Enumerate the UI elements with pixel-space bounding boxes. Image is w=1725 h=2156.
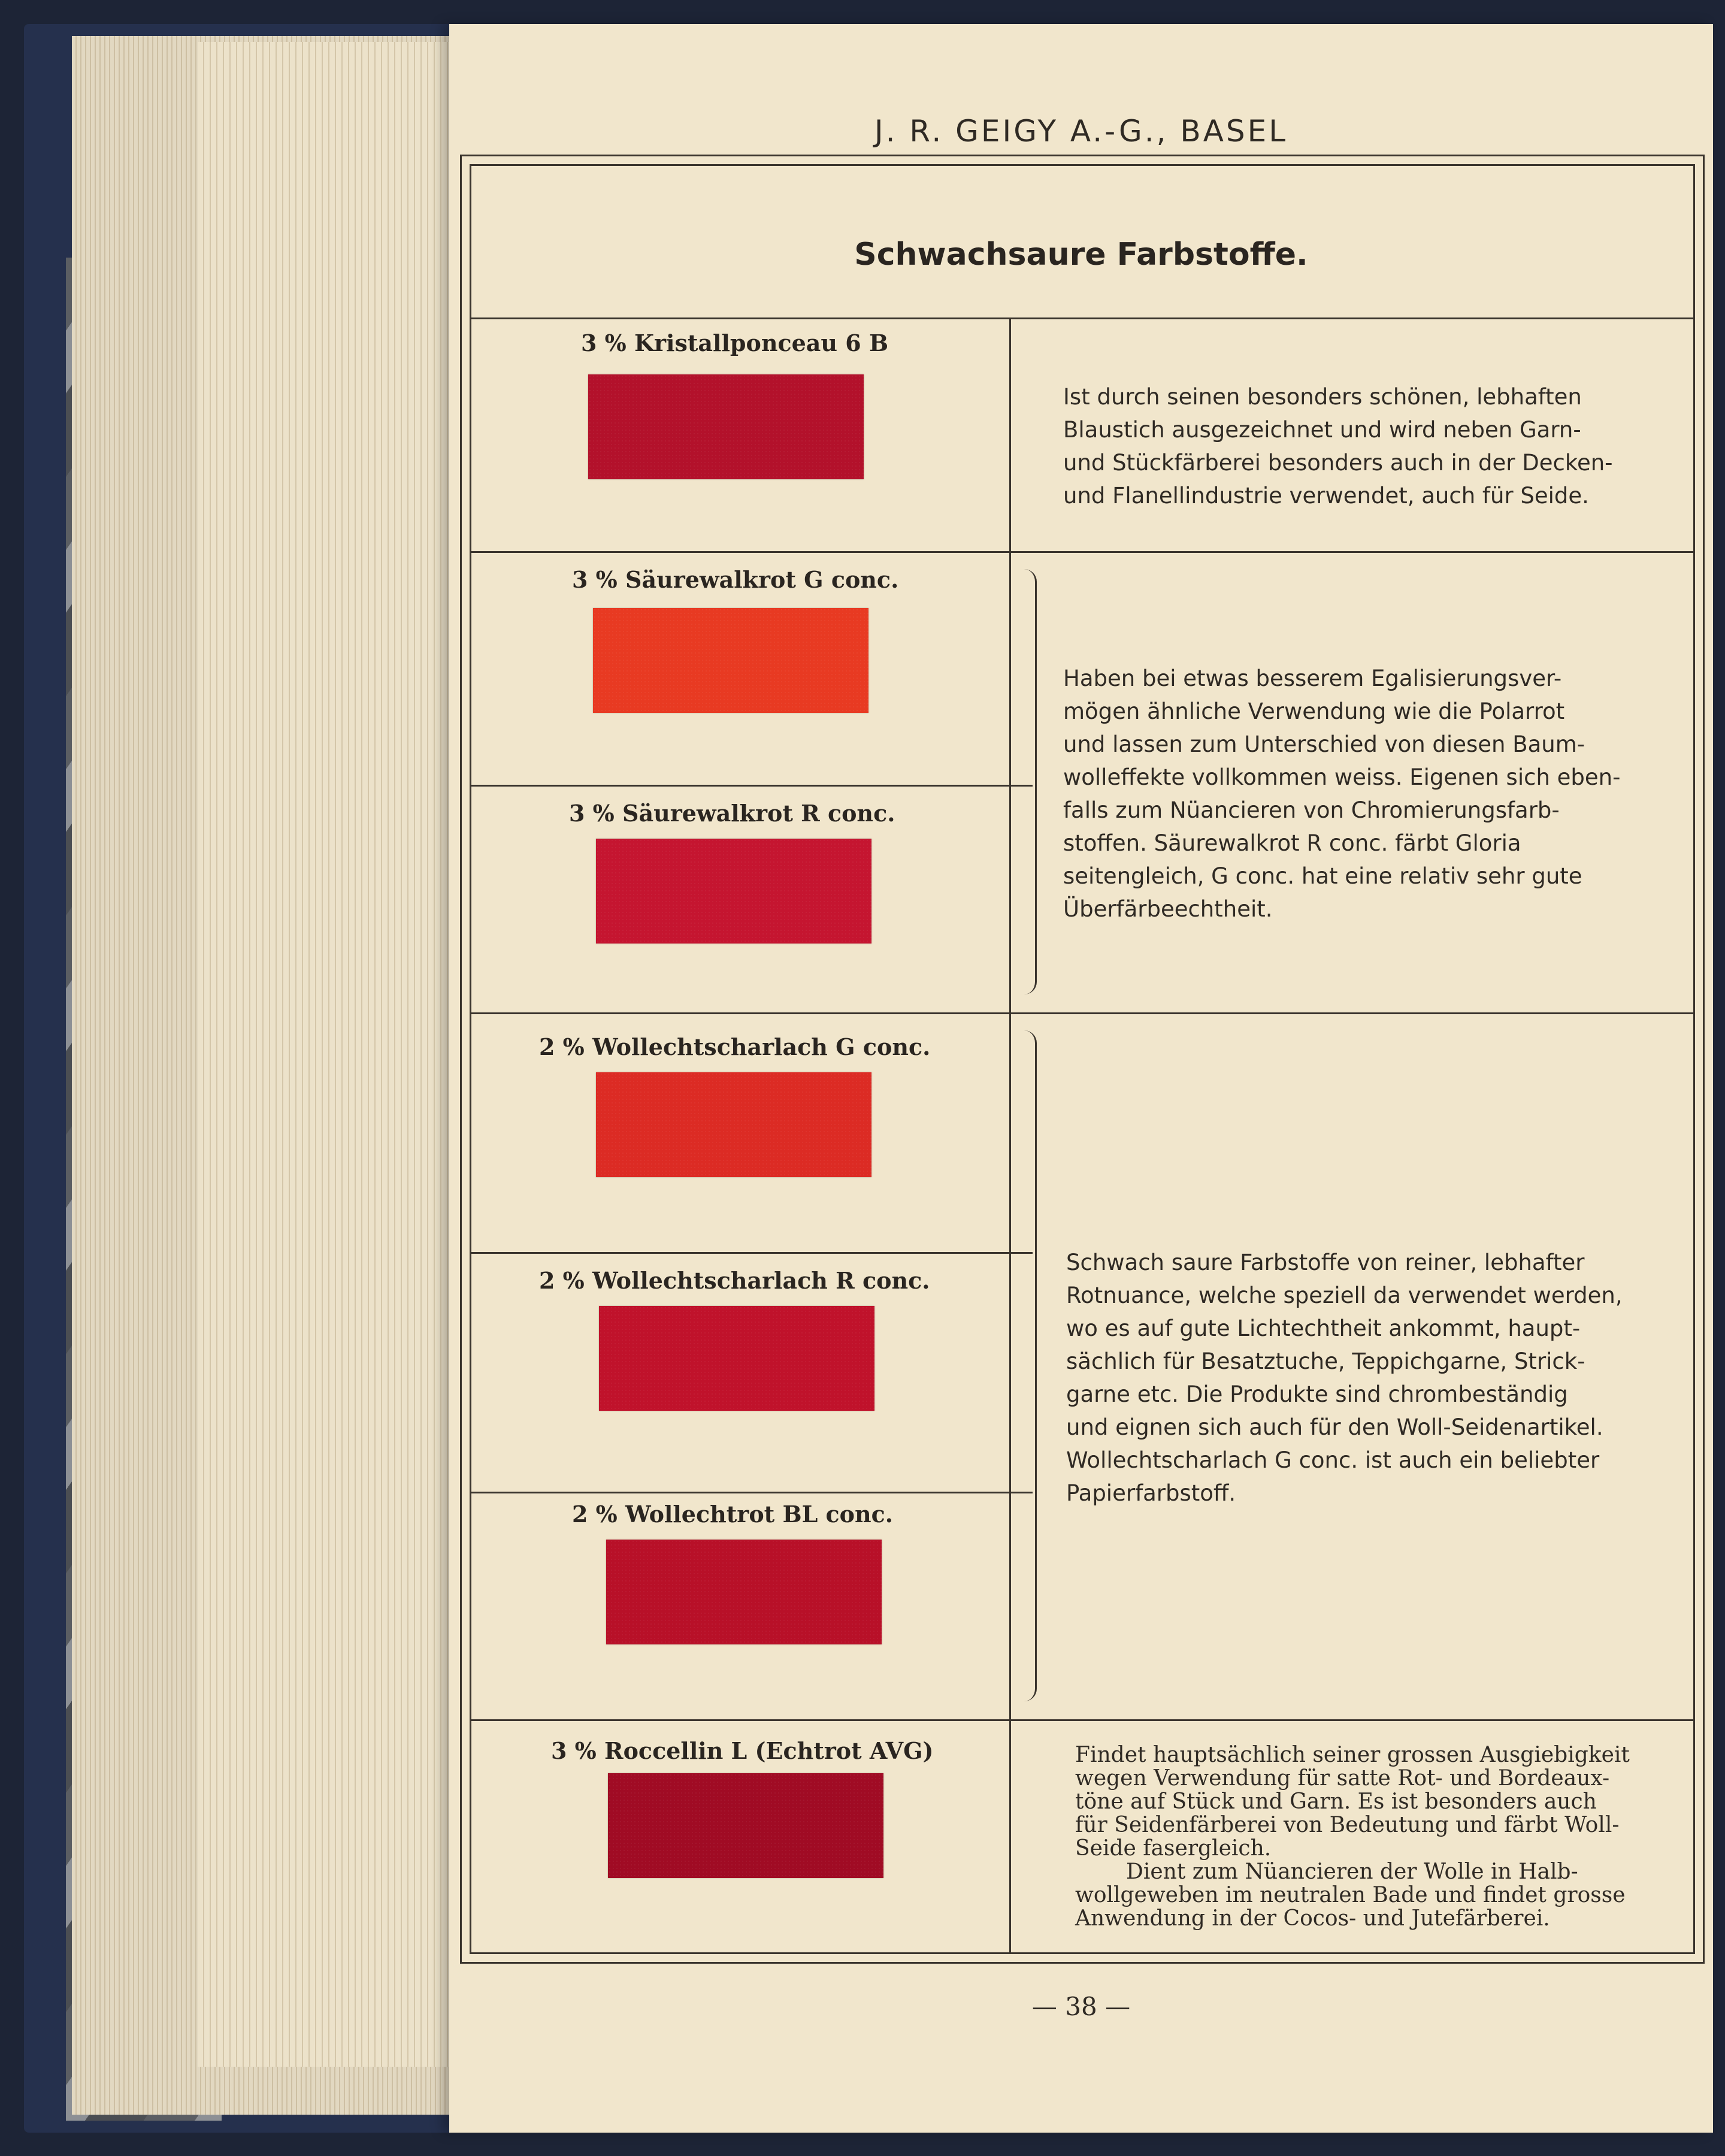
description-line: und Flanellindustrie verwendet, auch für Seide. bbox=[1063, 483, 1589, 509]
sample-label: 2 % Wollechtrot BL conc. bbox=[572, 1501, 893, 1528]
description-line: Wollechtscharlach G conc. ist auch ein beliebter bbox=[1066, 1447, 1600, 1473]
dye-swatch bbox=[606, 1540, 882, 1644]
description-line: wegen Verwendung für satte Rot- und Bordeaux- bbox=[1075, 1766, 1610, 1791]
description-line: und lassen zum Unterschied von diesen Baum- bbox=[1063, 731, 1585, 757]
description-line: wo es auf gute Lichtechtheit ankommt, haupt- bbox=[1066, 1316, 1581, 1341]
dye-swatch bbox=[596, 839, 871, 944]
dye-swatch bbox=[596, 1072, 871, 1177]
page-title: Schwachsaure Farbstoffe. bbox=[854, 237, 1308, 273]
description-line: Anwendung in der Cocos- und Jutefärberei. bbox=[1075, 1906, 1550, 1931]
description-line: sächlich für Besatztuche, Teppichgarne, Strick- bbox=[1066, 1348, 1585, 1374]
sample-label: 3 % Säurewalkrot R conc. bbox=[569, 800, 895, 827]
title-divider bbox=[470, 317, 1695, 319]
dye-swatch bbox=[588, 374, 864, 479]
sample-label: 3 % Kristallponceau 6 B bbox=[581, 329, 889, 356]
description-line: Schwach saure Farbstoffe von reiner, lebhafter bbox=[1066, 1250, 1585, 1275]
sample-label: 2 % Wollechtscharlach R conc. bbox=[539, 1267, 930, 1294]
description-line: stoffen. Säurewalkrot R conc. färbt Gloria bbox=[1063, 830, 1521, 856]
page-number: — 38 — bbox=[1031, 1992, 1131, 2021]
description-line: garne etc. Die Produkte sind chrombeständig bbox=[1066, 1381, 1568, 1407]
sample-label: 3 % Säurewalkrot G conc. bbox=[572, 566, 899, 593]
sample-divider bbox=[470, 1252, 1033, 1254]
description-line: seitengleich, G conc. hat eine relativ sehr gute bbox=[1063, 863, 1582, 889]
description-line: Findet hauptsächlich seiner grossen Ausgiebigkeit bbox=[1075, 1743, 1630, 1767]
description-saeurewalkrot bbox=[1063, 662, 1650, 926]
description-wollecht bbox=[1066, 1246, 1653, 1510]
description-line: Papierfarbstoff. bbox=[1066, 1480, 1236, 1506]
description-line: Blaustich ausgezeichnet und wird neben Garn- bbox=[1063, 417, 1581, 443]
sample-divider bbox=[470, 1492, 1033, 1493]
row-divider bbox=[470, 1012, 1695, 1014]
catalog-page bbox=[449, 24, 1713, 2133]
dye-swatch bbox=[599, 1306, 874, 1411]
description-line: Seide fasergleich. bbox=[1075, 1836, 1272, 1861]
sample-label: 2 % Wollechtscharlach G conc. bbox=[539, 1033, 931, 1060]
description-kristallponceau bbox=[1063, 380, 1650, 512]
sample-label: 3 % Roccellin L (Echtrot AVG) bbox=[551, 1737, 934, 1764]
description-line: Überfärbeechtheit. bbox=[1063, 896, 1273, 922]
description-line: Ist durch seinen besonders schönen, lebhaften bbox=[1063, 384, 1582, 410]
description-line: wollgeweben im neutralen Bade und findet grosse bbox=[1075, 1883, 1626, 1907]
description-line: wolleffekte vollkommen weiss. Eigenen sich eben- bbox=[1063, 764, 1621, 790]
dye-swatch bbox=[593, 608, 868, 713]
description-line: Dient zum Nüancieren der Wolle in Halb- bbox=[1126, 1859, 1578, 1884]
description-line: Rotnuance, welche speziell da verwendet werden, bbox=[1066, 1283, 1623, 1308]
description-line: Haben bei etwas besserem Egalisierungsver- bbox=[1063, 666, 1562, 691]
description-line: für Seidenfärberei von Bedeutung und färbt Woll- bbox=[1075, 1813, 1620, 1837]
publisher-header: J. R. GEIGY A.-G., BASEL bbox=[874, 114, 1288, 149]
description-line: falls zum Nüancieren von Chromierungsfarb- bbox=[1063, 797, 1560, 823]
grouping-brace bbox=[1024, 569, 1037, 994]
description-line: und Stückfärberei besonders auch in der Decken- bbox=[1063, 450, 1613, 476]
sample-divider bbox=[470, 785, 1033, 787]
description-line: töne auf Stück und Garn. Es ist besonders auch bbox=[1075, 1789, 1597, 1814]
description-roccellin bbox=[1075, 1743, 1665, 1930]
page-stack-edge bbox=[198, 42, 473, 2067]
row-divider bbox=[470, 1719, 1695, 1721]
grouping-brace bbox=[1024, 1030, 1037, 1701]
dye-swatch bbox=[608, 1773, 883, 1878]
description-line: mögen ähnliche Verwendung wie die Polarrot bbox=[1063, 698, 1565, 724]
description-line: und eignen sich auch für den Woll-Seidenartikel. bbox=[1066, 1414, 1603, 1440]
row-divider bbox=[470, 551, 1695, 553]
column-divider bbox=[1009, 317, 1011, 1954]
